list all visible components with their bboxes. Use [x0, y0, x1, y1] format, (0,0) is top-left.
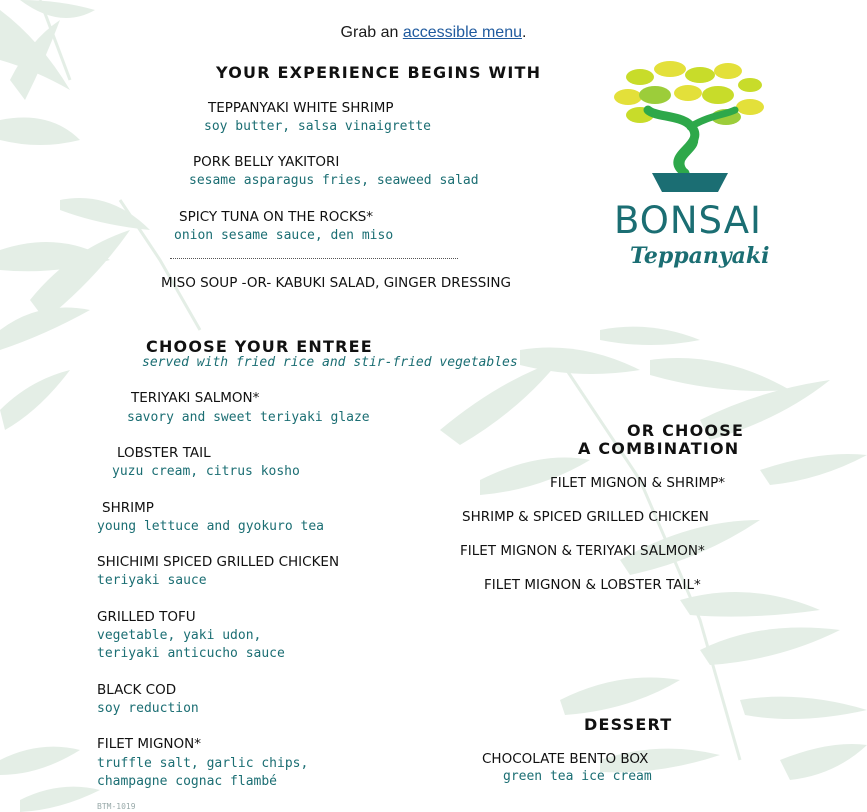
- dessert-heading: DESSERT: [584, 715, 673, 734]
- entree-item-desc: teriyaki sauce: [97, 573, 207, 588]
- entree-item-desc: yuzu cream, citrus kosho: [112, 464, 300, 479]
- experience-item-name: TEPPANYAKI WHITE SHRIMP: [208, 100, 394, 116]
- combination-item: FILET MIGNON & TERIYAKI SALMON*: [460, 543, 705, 559]
- entree-item-desc: truffle salt, garlic chips,: [97, 756, 309, 771]
- entree-item-name: SHRIMP: [102, 500, 154, 516]
- dessert-item-desc: green tea ice cream: [503, 769, 652, 784]
- logo-brand-text: BONSAI: [614, 199, 762, 242]
- combination-item: SHRIMP & SPICED GRILLED CHICKEN: [462, 509, 709, 525]
- entree-item-desc: young lettuce and gyokuro tea: [97, 519, 324, 534]
- entree-item-desc: soy reduction: [97, 701, 199, 716]
- entree-item-name: TERIYAKI SALMON*: [131, 390, 260, 406]
- accessible-menu-link[interactable]: accessible menu: [402, 24, 522, 41]
- combination-item: FILET MIGNON & SHRIMP*: [550, 475, 725, 491]
- combination-item: FILET MIGNON & LOBSTER TAIL*: [484, 577, 701, 593]
- experience-item-desc: sesame asparagus fries, seaweed salad: [189, 173, 479, 188]
- accessible-menu-prefix: Grab an: [340, 24, 403, 41]
- entree-subheading: served with fried rice and stir-fried vegetables: [142, 355, 518, 370]
- dessert-item-name: CHOCOLATE BENTO BOX: [482, 751, 649, 767]
- entree-item-desc: champagne cognac flambé: [97, 774, 278, 789]
- experience-item-desc: onion sesame sauce, den miso: [174, 228, 394, 243]
- entree-item-name: LOBSTER TAIL: [117, 445, 211, 461]
- entree-item-desc: vegetable, yaki udon,: [97, 628, 262, 643]
- experience-item-desc: soy butter, salsa vinaigrette: [204, 119, 431, 134]
- entree-item-desc: teriyaki anticucho sauce: [97, 646, 285, 661]
- entree-item-name: SHICHIMI SPICED GRILLED CHICKEN: [97, 554, 340, 570]
- combination-heading-line2: A COMBINATION: [578, 439, 740, 458]
- section-divider: [170, 258, 458, 259]
- entree-item-name: FILET MIGNON*: [97, 736, 201, 752]
- logo-sub-text: Teppanyaki: [630, 243, 770, 269]
- experience-item-name: PORK BELLY YAKITORI: [193, 154, 340, 170]
- soup-salad-choice: MISO SOUP -OR- KABUKI SALAD, GINGER DRESSING: [161, 275, 511, 291]
- entree-heading: CHOOSE YOUR ENTREE: [146, 337, 373, 356]
- entree-item-desc: savory and sweet teriyaki glaze: [127, 410, 370, 425]
- combination-heading-line1: OR CHOOSE: [627, 421, 745, 440]
- experience-heading: YOUR EXPERIENCE BEGINS WITH: [216, 63, 542, 82]
- experience-item-name: SPICY TUNA ON THE ROCKS*: [179, 209, 374, 225]
- footer-code: BTM-1019: [97, 802, 136, 811]
- accessible-menu-suffix: .: [521, 24, 527, 41]
- entree-item-name: GRILLED TOFU: [97, 609, 196, 625]
- bonsai-teppanyaki-logo: [600, 55, 790, 285]
- entree-item-name: BLACK COD: [97, 682, 177, 698]
- accessible-menu-line: [0, 24, 867, 42]
